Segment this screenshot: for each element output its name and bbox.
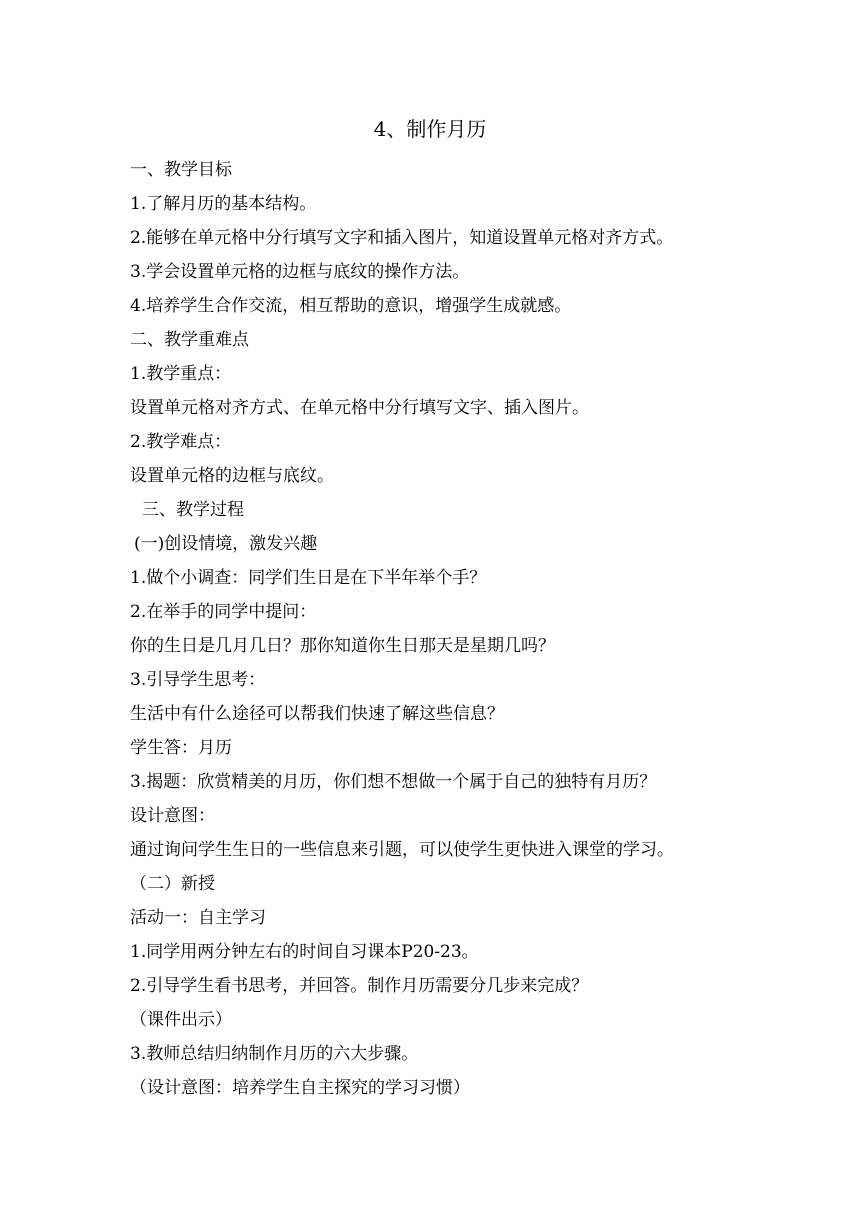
process-step: 3.引导学生思考：: [130, 670, 266, 690]
activity-heading: 活动一：自主学习: [130, 908, 266, 928]
subsection-heading-new-lesson: （二）新授: [130, 874, 215, 894]
key-point-text: 设置单元格对齐方式、在单元格中分行填写文字、插入图片。: [130, 398, 589, 418]
process-text: 学生答：月历: [130, 738, 232, 758]
objective-item: 4.培养学生合作交流，相互帮助的意识，增强学生成就感。: [130, 296, 572, 316]
section-heading-key-points: 二、教学重难点: [130, 330, 249, 350]
subsection-heading-situation: (一)创设情境，激发兴趣: [134, 534, 318, 554]
process-step: 1.做个小调查：同学们生日是在下半年举个手？: [130, 568, 487, 588]
design-intent-label: 设计意图：: [130, 806, 215, 826]
difficult-point-text: 设置单元格的边框与底纹。: [130, 466, 334, 486]
objective-item: 3.学会设置单元格的边框与底纹的操作方法。: [130, 262, 470, 282]
key-point-label: 1.教学重点：: [130, 364, 232, 384]
activity-step: 2.引导学生看书思考，并回答。制作月历需要分几步来完成？: [130, 976, 589, 996]
activity-step: 1.同学用两分钟左右的时间自习课本P20-23。: [130, 942, 479, 962]
design-intent-note: （设计意图：培养学生自主探究的学习习惯）: [130, 1078, 470, 1098]
process-step: 3.揭题：欣赏精美的月历，你们想不想做一个属于自己的独特有月历？: [130, 772, 657, 792]
activity-step: 3.教师总结归纳制作月历的六大步骤。: [130, 1044, 419, 1064]
process-text: 生活中有什么途径可以帮我们快速了解这些信息？: [130, 704, 504, 724]
process-step: 2.在举手的同学中提问：: [130, 602, 317, 622]
document-body: [130, 153, 730, 1105]
objective-item: 1.了解月历的基本结构。: [130, 194, 317, 214]
objective-item: 2.能够在单元格中分行填写文字和插入图片，知道设置单元格对齐方式。: [130, 228, 674, 248]
difficult-point-label: 2.教学难点：: [130, 432, 232, 452]
section-heading-process: 三、教学过程: [142, 500, 244, 520]
design-intent-text: 通过询问学生生日的一些信息来引题，可以使学生更快进入课堂的学习。: [130, 840, 674, 860]
activity-note: （课件出示）: [130, 1010, 232, 1030]
process-text: 你的生日是几月几日？那你知道你生日那天是星期几吗？: [130, 636, 555, 656]
section-heading-objectives: 一、教学目标: [130, 160, 232, 180]
document-title: 4、制作月历: [373, 117, 487, 141]
